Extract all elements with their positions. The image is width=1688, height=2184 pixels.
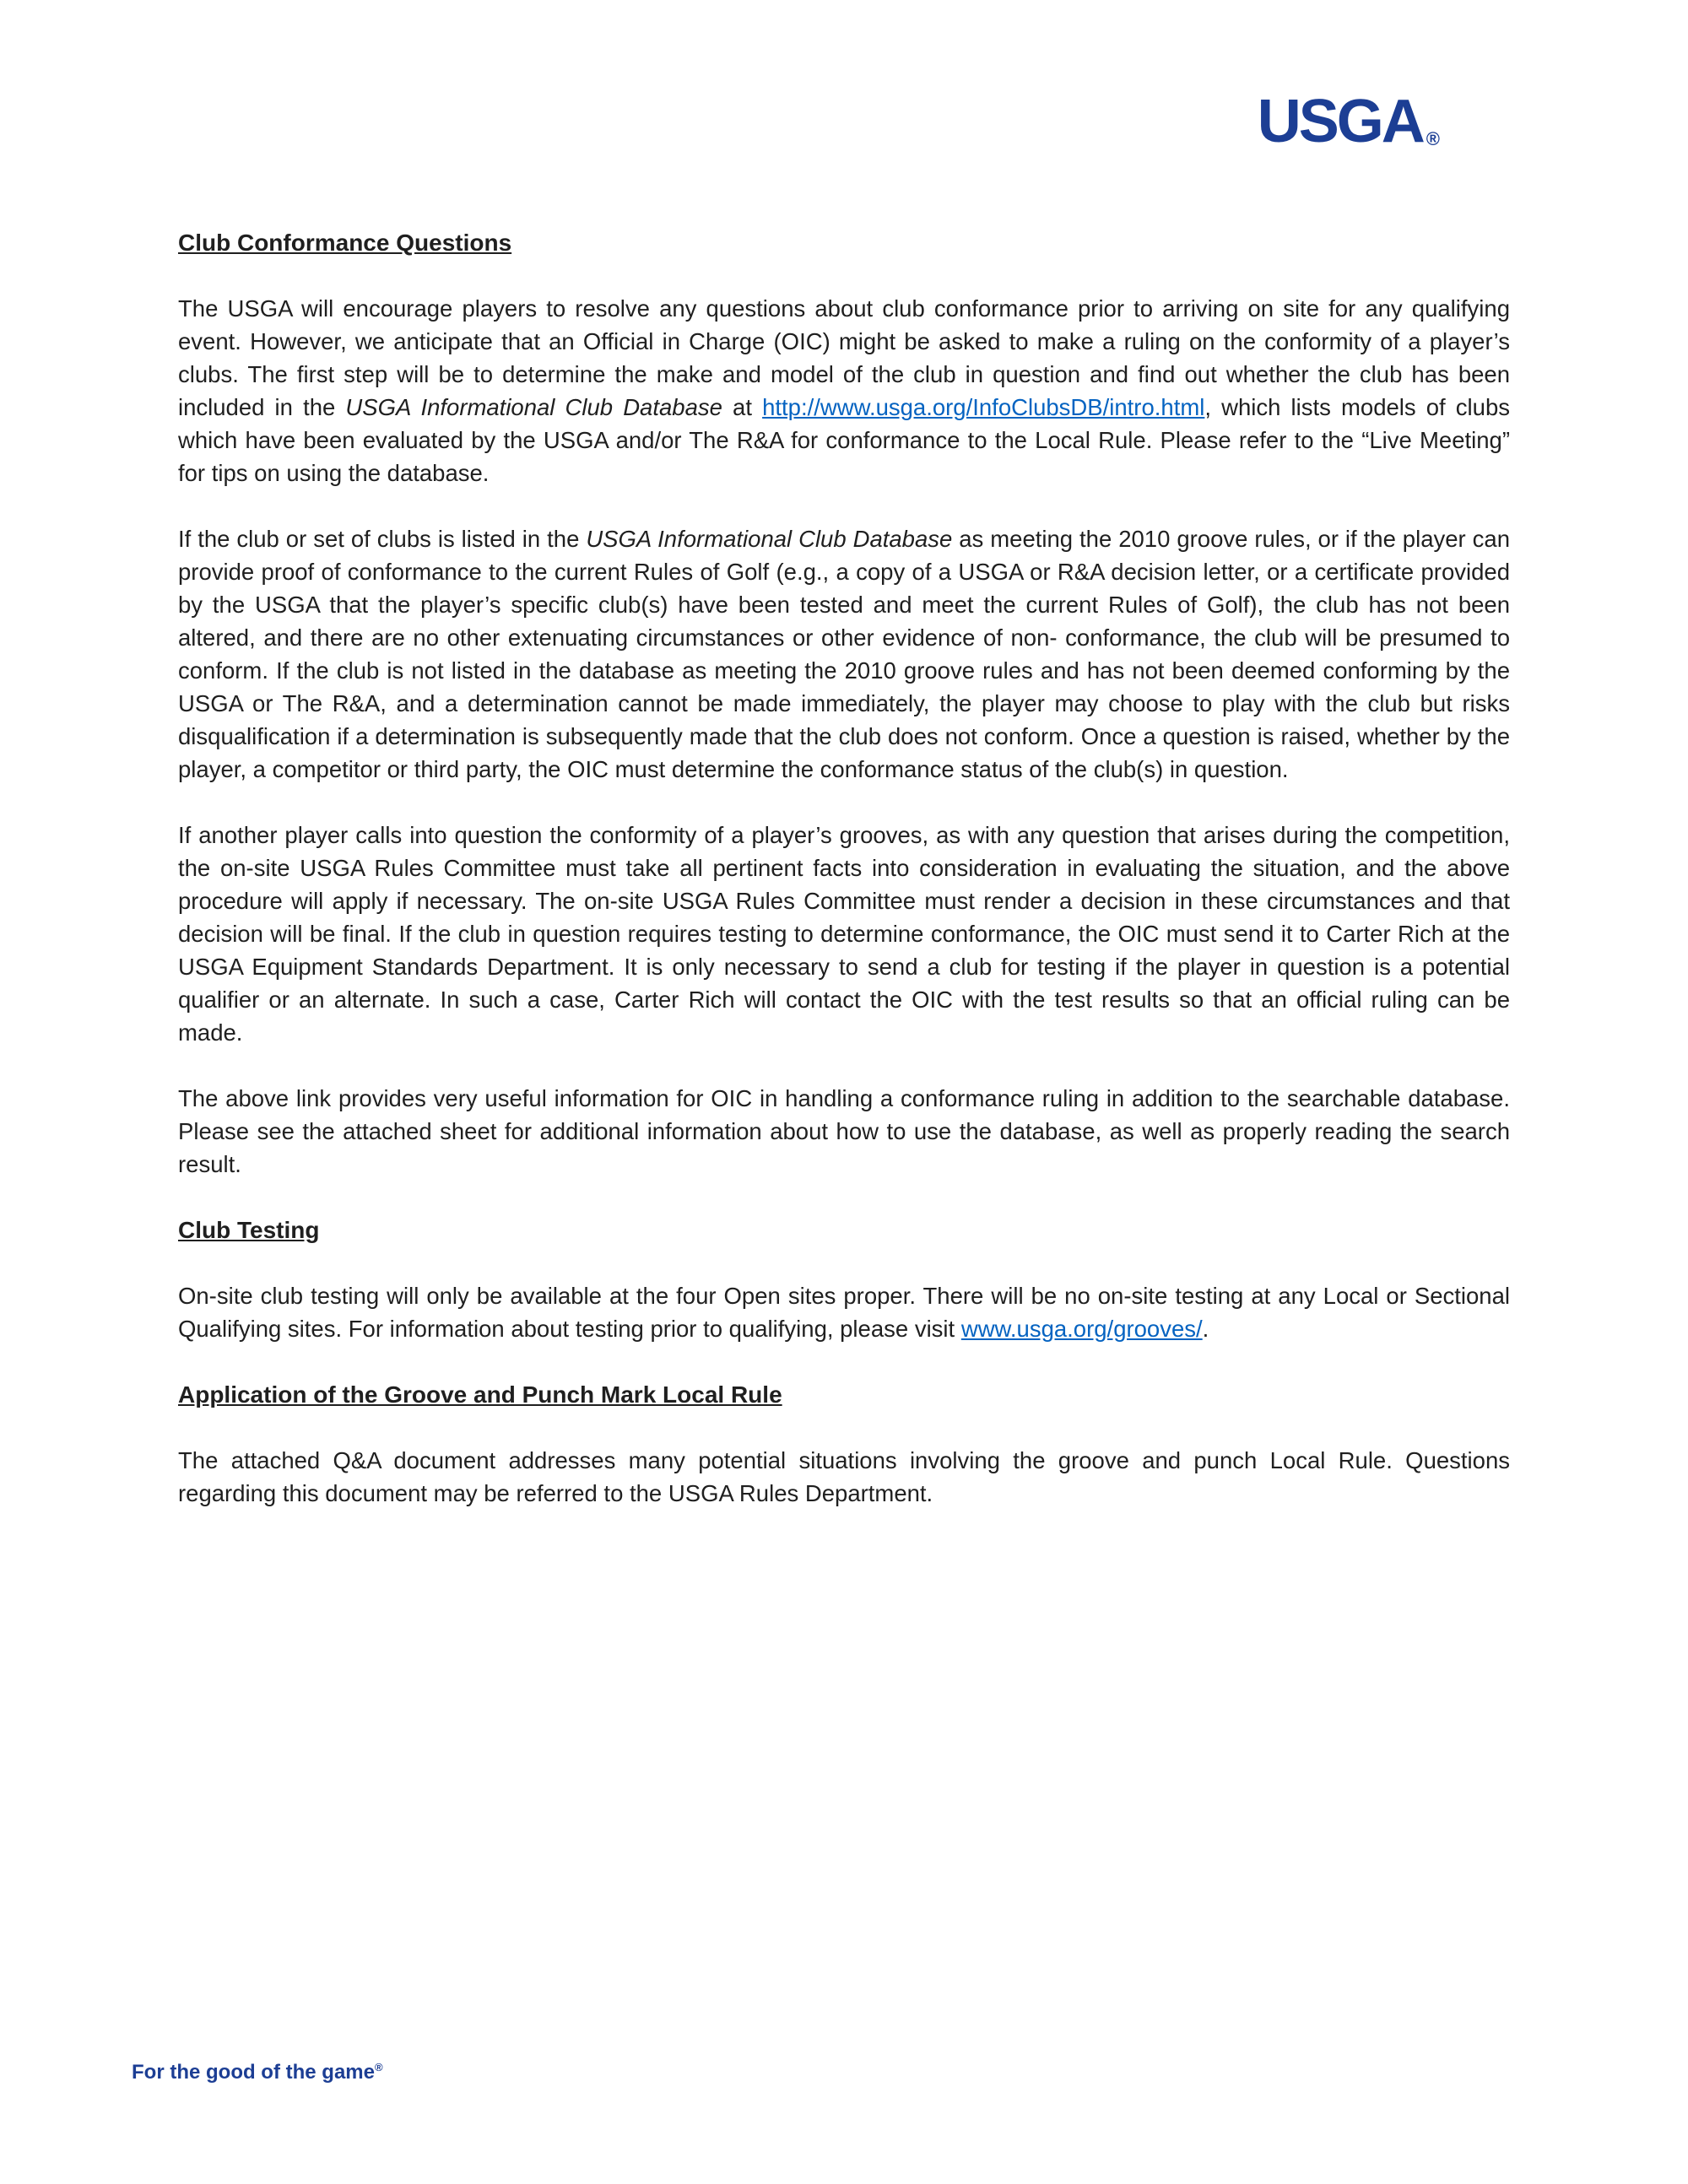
paragraph — [178, 819, 1510, 1049]
paragraph — [178, 292, 1510, 489]
text-run: If another player calls into question the conformity of a player’s grooves, as with any question that arises during the competition, the on-site USGA Rules Committee must take all pertinent facts into consideration in evaluating the situation, and the above procedure will apply if necessary. The on-site USGA Rules Committee must render a decision in these circumstances and that decision will be final. If the club in question requires testing to determine conformance, the OIC must send it to Carter Rich at the USGA Equipment Standards Department. It is only necessary to send a club for testing if the player in question is a potential qualifier or an alternate. In such a case, Carter Rich will contact the OIC with the test results so that an official ruling can be made. — [178, 822, 1510, 1046]
text-run: The USGA will encourage players to resolve any questions about club conformance prior to arriving on site for any qualifying event. However, we anticipate that an Official in Charge (OIC) might be asked to make a ruling on the conformity of a player’s clubs. The first step will be to determine the make and model of the club in question and find out whether the club has been included in the — [178, 295, 1510, 420]
paragraph — [178, 1082, 1510, 1181]
section-heading: Club Conformance Questions — [178, 230, 512, 256]
paragraph — [178, 522, 1510, 786]
registered-trademark-icon: ® — [1426, 128, 1440, 149]
text-run: The above link provides very useful information for OIC in handling a conformance ruling in addition to the searchable database. Please see the attached sheet for additional information about how to use the database, as well as properly reading the search result. — [178, 1085, 1510, 1177]
text-run: If the club or set of clubs is listed in the — [178, 526, 587, 552]
paragraph — [178, 1444, 1510, 1510]
text-run: On-site club testing will only be available at the four Open sites proper. There will be no on-site testing at any Local or Sectional Qualifying sites. For information about testing prior to qualifying, please visit — [178, 1283, 1510, 1342]
footer-tagline — [132, 2061, 383, 2084]
hyperlink[interactable]: http://www.usga.org/InfoClubsDB/intro.html — [762, 394, 1205, 420]
paragraph — [178, 1279, 1510, 1345]
section-heading: Application of the Groove and Punch Mark Local Rule — [178, 1381, 782, 1408]
italic-text: USGA Informational Club Database — [345, 394, 722, 420]
registered-trademark-icon: ® — [375, 2061, 383, 2073]
text-run: as meeting the 2010 groove rules, or if the player can provide proof of conformance to the current Rules of Golf (e.g., a copy of a USGA or R&A decision letter, or a certificate provided by the USGA that the player’s specific club(s) have been tested and meet the current Rules of Golf), the club has not been altered, and there are no other extenuating circumstances or other evidence of non- conformance, the club will be presumed to conform. If the club is not listed in the database as meeting the 2010 groove rules and has not been deemed conforming by the USGA or The R&A, and a determination cannot be made immediately, the player may choose to play with the club but risks disqualification if a determination is subsequently made that the club does not conform. Once a question is raised, whether by the player, a competitor or third party, the OIC must determine the conformance status of the club(s) in question. — [178, 526, 1510, 782]
usga-logo-text: USGA — [1257, 88, 1423, 155]
text-run: at — [722, 394, 763, 420]
italic-text: USGA Informational Club Database — [586, 526, 953, 552]
text-run: , which lists models of clubs which have been evaluated by the USGA and/or The R&A for conformance to the Local Rule. Please refer to the “Live Meeting” for tips on using the database. — [178, 394, 1511, 486]
section-heading: Club Testing — [178, 1217, 320, 1243]
hyperlink[interactable]: www.usga.org/grooves/ — [960, 1316, 1203, 1342]
text-run: The attached Q&A document addresses many potential situations involving the groove and punch Local Rule. Questions regarding this document may be referred to the USGA Rules Department. — [178, 1447, 1510, 1506]
document-body — [178, 226, 1510, 1543]
text-run: . — [1202, 1316, 1209, 1342]
footer-tagline-text: For the good of the game — [132, 2061, 375, 2084]
usga-logo — [1257, 88, 1440, 155]
